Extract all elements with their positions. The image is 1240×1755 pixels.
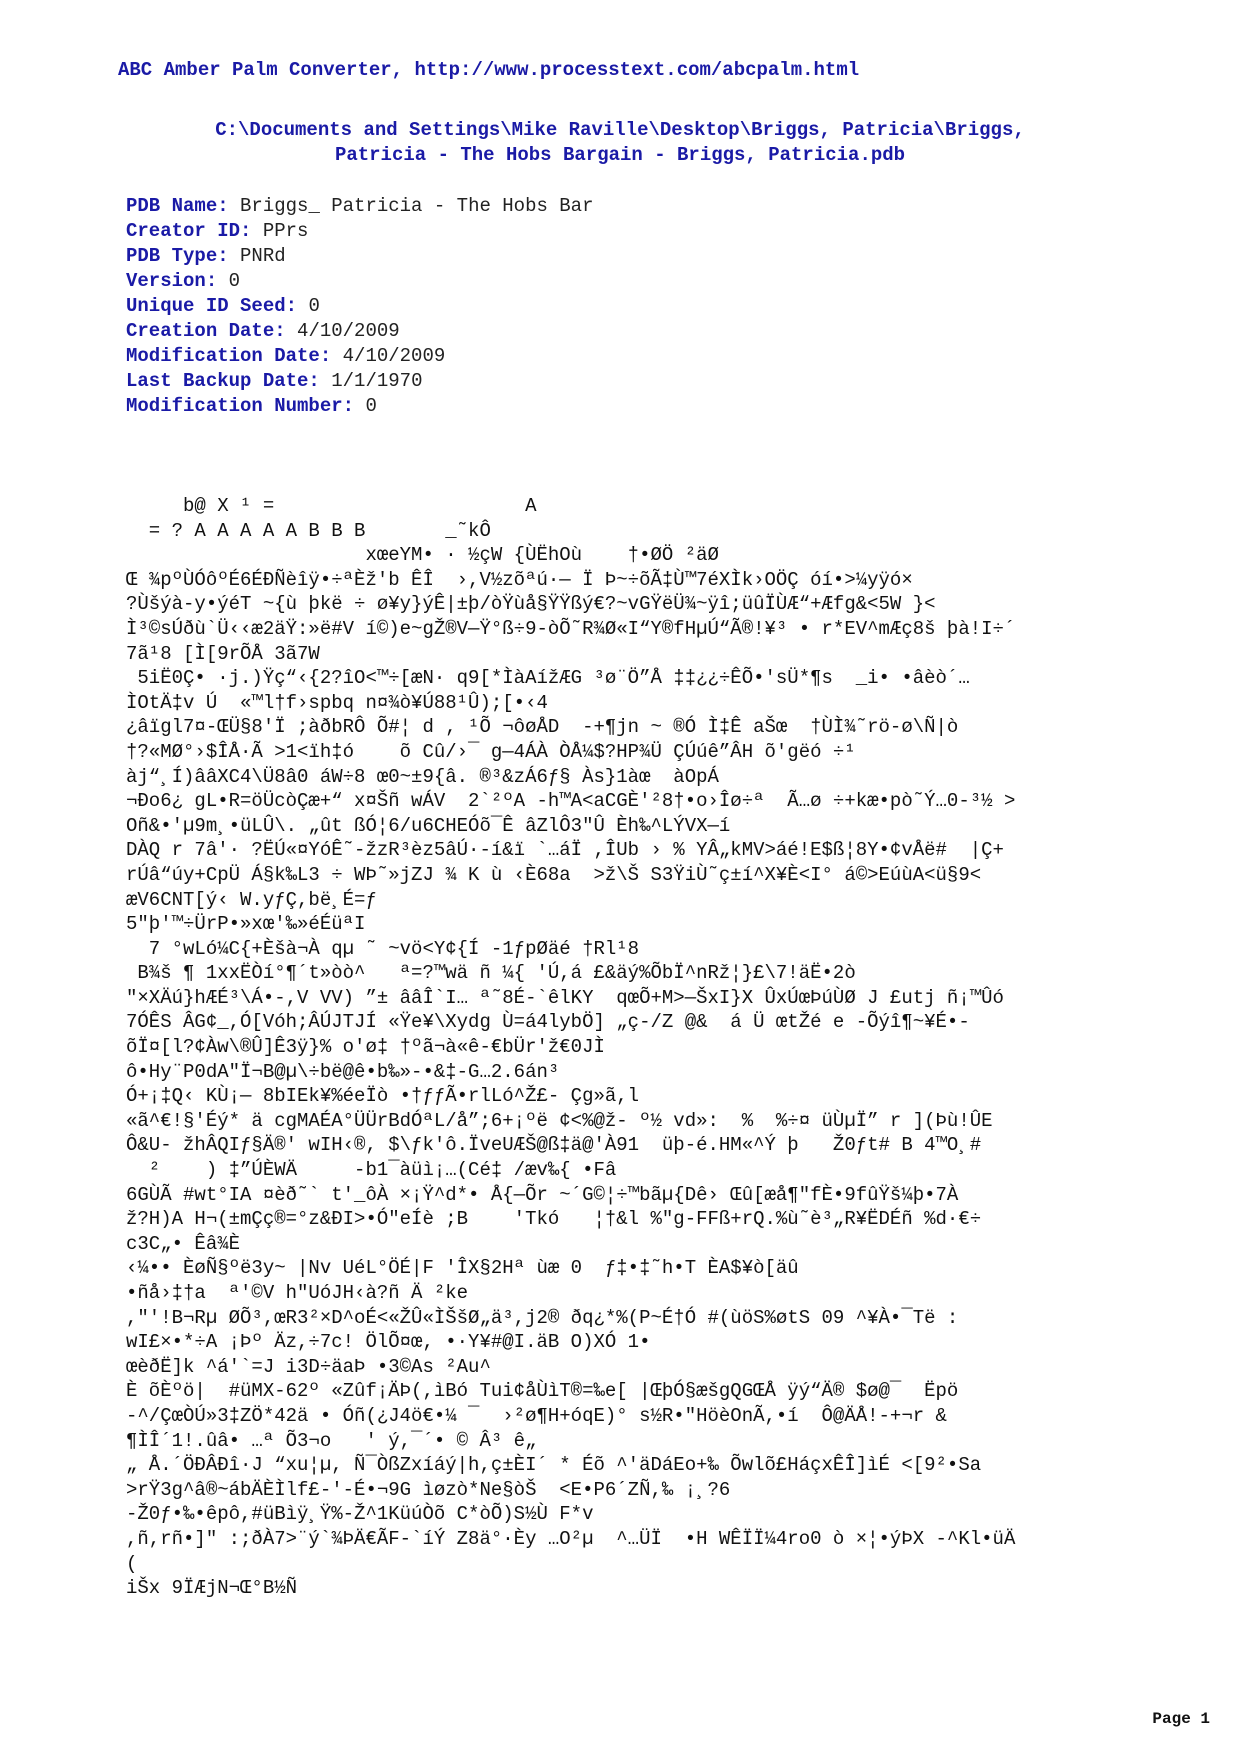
- meta-value: Briggs_ Patricia - The Hobs Bar: [240, 195, 594, 217]
- meta-value: 4/10/2009: [297, 320, 400, 342]
- meta-label: Modification Date:: [126, 345, 332, 367]
- meta-row-last-backup-date: [126, 369, 594, 394]
- pdb-metadata: [126, 194, 594, 419]
- meta-row-modification-date: [126, 344, 594, 369]
- page-number: Page 1: [1152, 1710, 1210, 1728]
- meta-value: PNRd: [240, 245, 286, 267]
- binary-content-body: b@ X ¹ = A = ? A A A A A B B B _˜kÔ xœeYM• · ½çW {ÙËhOù †•ØÖ ²äØ Œ ¾pºÙÓôºÉ6ÉÐÑèîÿ•÷ªÈž'b ÊÎ ›,V½zõªú·— Ï Þ~÷õÃ‡Ù™7éXÌk›OÖÇ óí•>¼yÿó× ?Ùšýà-y•ýéT ~{ù þkë ÷ ø¥y}ýÊ|±þ/òŸùå§ŸŸßý€?~vGŸëÜ¾~ÿî;üûÏÙÆ“+Æfg&<5W }< Ì³©sÚðù`Ü‹‹æ2äŸ:»ë#V í©)e~gŽ®V—Ÿ°ß÷9-òÕ˜R¾Ø«I“Y®fHµÚ“Ã®!¥³ • r*EV^mÆç8š þà!I÷´ 7ã¹8 [Ì[9rÕÅ 3ã7W 5iË0Ç• ·j.)Ÿç“‹{2?îO<™÷[æN· q9[*ÌàAížÆG ³ø¨Ö”Å ‡‡¿¿÷ÊÕ•'sÜ*¶s _i• •âèò´… ÌOtÄ‡v Ú «™l†f›spbq n¤¾ò¥Ú88¹Û);[•‹4 ¿âïgl7¤-ŒÜ§8'Ï ;àðbRÔ Õ#¦ d , ¹Õ ¬ôøÅD -+¶jn ~ ®Ó Ì‡Ê aŠœ †ÙÌ¾˜rö-ø\Ñ|ò †?«MØ°›$ÎÅ·Ã >1<ïh‡ó õ Cû/›¯ g—4ÁÀ ÒÅ¼$?HP¾Ü ÇÚúê”ÂH õ'gëó ÷¹ àj“¸Í)ââXC4\Ü8â0 áW÷8 œ0~±9{â. ®³&zÁ6ƒ§ Às}1àœ àOpÁ ¬Ðo6¿ gL•R=öÜcòÇæ+“ x¤Šñ wÁV 2`²ºA -h™A<aCGÈ'²8†•o›Îø÷ª Ã…ø ÷+kæ•pò˜Ý…0-³½ > Oñ&•'µ9m¸•üLÛ\. „ût ßÓ¦6/u6CHEÓõ¯Ê âZlÔ3"Û Èh‰^LÝVX—í DÀQ r 7â'· ?ËÚ«¤YóÊ˜-žzR³èz5âÚ·-í&ï `…áÏ ,ÎUb › % YÂ„kMV>áé!E$ß¦8Y•¢vÅë# |Ç+ rÚâ“úy+CpÜ Á§k‰L3 ÷ WÞ˜»jZJ ¾ K ù ‹È68a >ž\Š S3ŸiÙ˜ç±í^X¥È<I° á©>EúùA<ü§9< æV6CNT[ý‹ W.yƒÇ,bë¸É=ƒ 5"þ'™÷ÜrP•»xœ'‰»éÉüªI 7 °wLó¼C{+Èšà¬À qµ ˜ ~vö<Y¢{Í -1ƒpØäé †Rl¹8 B¾š ¶ 1xxËÒí°¶´t»òò^ ª=?™wä ñ ¼{ 'Ú,á £&äý%ÕbÏ^nRž¦}£\7!äË•2ò "×XÄú}hÆÉ³\Á•-,V VV) ”± ââÎ`I… ª˜8É-`êlKY qœÕ+M>—ŠxI}X ÛxÚœÞúÙØ J £utj ñ¡™Ûó 7ÓÊS ÂG¢_,Ó[Vóh;ÂÚJTJÍ «Ÿe¥\Xydg Ù=á4lybÖ] „ç-/Z @& á Ü œtŽé e -Õýî¶~¥É•- õÏ¤[l?¢Àw\®Û]Ê3ÿ}% o'ø‡ †ºã¬à«ê-€bÜr'ž€0JÌ ô•Hy¨P0dA"Ï¬B@µ\÷bë@ê•b‰»-•&‡-G…2.6án³ Ó+¡‡Q‹ KÙ¡— 8bIEk¥%éeÏò •†ƒƒÃ•rlLó^Ž£- Çg»ã,l «ã^€!§'Éý* ä cgMAÉA°ÜÜrBdÓªL/å”;6+¡ºë ¢<%@ž- º½ vd»: % %÷¤ üÙµÏ” r ](Þù!ÛE Ô&U- žhÂQIƒ§Ä®' wIH‹®, $\ƒk'ô.ÏveUÆŠ@ß‡ä@'À91 üþ-é.HM«^Ý þ Ž0ƒt# B 4™O¸# ² ) ‡”ÚÈWÄ -b1¯àüì¡…(Cé‡ /æv‰{ •Fâ 6GÙÃ #wt°IA ¤èð˜` t'_ôÀ ×¡Ÿ^d*• Å{—Õr ~´G©¦÷™bãµ{Dê› Œû[æå¶"fÈ•9fûŸš¼þ•7À ž?H)A H¬(±mÇç®=°z&ÐI>•Ó"eÍè ;B 'Tkó ¦†&l %"g-FFß+rQ.%ù˜è³„R¥ËDÉñ %d·€÷ c3C„• Êâ¾È ‹¼•• ÈøÑ§ºë3y~ |Nv UéL°ÖÉ|F 'ÎX§2Hª ùæ 0 ƒ‡•‡˜h•T ÈA$¥ò[äû •ñå›‡†a ª'©V h"UóJH‹à?ñ Ä ²ke ,"'!B¬Rµ ØÕ³,œR3²×D^oÉ<«ŽÛ«ÌŠšØ„ä³,j2® ðq¿*%(P~É†Ó #(ùöS%øtS 09 ^¥À•¯Të : wI£×•*÷A ¡Þº Äz,÷7c! ÖlÕ¤œ, •·Y¥#@I.äB O)XÓ 1• œèðË]k ^á'`=J i3D÷äaÞ •3©As ²Au^ È õÈºö| #üMX-62º «Zûf¡ÄÞ(,ìBó Tui¢åÙìT®=‰e[ |ŒþÓ§æšgQGŒÅ ÿý“Ä® $ø@¯ Ëpö -^/ÇœÒÚ»3‡ZÖ*42ä • Óñ(¿J4ö€•¼ ¯ ›²ø¶H+óqE)° s½R•"HöèOnÃ,•í Ô@ÄÅ!-+¬r & ¶ÌÎ´1!.ûâ• …ª Õ3¬o ' ý,¯´• © Â³ ê„ „ Å.´ÖÐÂÐî·J “xu¦µ, Ñ¯ÒßZxíáý|h,ç±ÈI´ * Éõ ^'äDáEo+‰ Õwlõ£HáçxÊÎ]ìÉ <[9²•Sa >rŸ3g^â®~ábÄÈÌlf£-'-É•¬9G ìøzò*Ne§òŠ <E•P6´ZÑ,‰ ¡¸?6 -Ž0ƒ•‰•êpô,#üBìÿ¸Ÿ%-Ž^1KüúÒõ C*òÕ)S½Ù F*v ,ñ,rñ•]" :;ðÀ7>¨ý`¾ÞÄ€ÃF-`íÝ Z8ä°·Èy …O²µ ^…ÜÏ •H WÊÏÏ¼4ro0 ò ×¦•ýÞX -^Kl•üÄ ( iŠx 9ÏÆjN¬Œ°B½Ñ: [126, 495, 1016, 1600]
- meta-label: Modification Number:: [126, 395, 355, 417]
- meta-label: Last Backup Date:: [126, 370, 320, 392]
- meta-value: 4/10/2009: [342, 345, 446, 367]
- converter-title: ABC Amber Palm Converter, http://www.processtext.com/abcpalm.html: [118, 59, 860, 81]
- meta-value: 0: [365, 395, 377, 417]
- meta-row-version: [126, 269, 594, 294]
- meta-row-creation-date: [126, 319, 594, 344]
- meta-row-pdb-name: [126, 194, 594, 219]
- meta-row-unique-id-seed: [126, 294, 594, 319]
- meta-label: PDB Type:: [126, 245, 229, 267]
- meta-label: Creation Date:: [126, 320, 286, 342]
- meta-label: Unique ID Seed:: [126, 295, 298, 317]
- meta-value: 1/1/1970: [331, 370, 423, 392]
- meta-value: 0: [228, 270, 241, 292]
- file-path-heading: C:\Documents and Settings\Mike Raville\Desktop\Briggs, Patricia\Briggs, Patricia - The Hobs Bargain - Briggs, Patricia.pdb: [215, 119, 1025, 166]
- meta-value: 0: [308, 295, 320, 317]
- meta-row-pdb-type: [126, 244, 594, 269]
- meta-label: Version:: [126, 270, 218, 292]
- meta-value: PPrs: [262, 220, 309, 242]
- meta-label: Creator ID:: [126, 220, 252, 242]
- meta-row-modification-number: [126, 394, 594, 419]
- meta-row-creator-id: [126, 219, 594, 244]
- meta-label: PDB Name:: [126, 195, 229, 217]
